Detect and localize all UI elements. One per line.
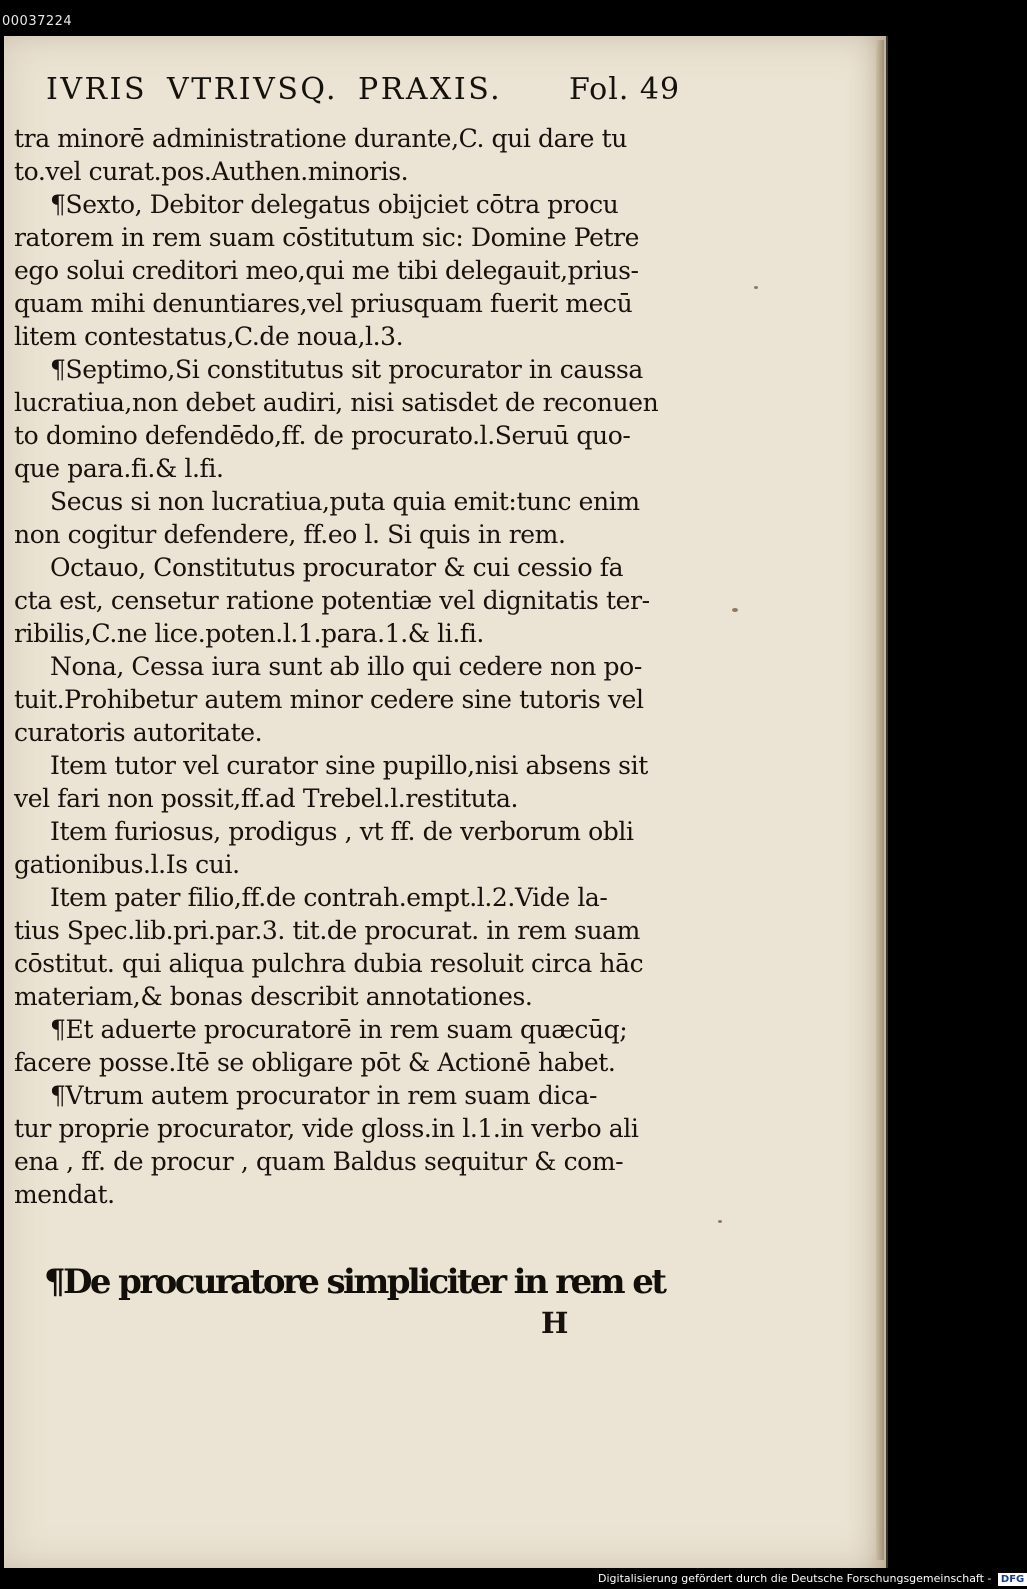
paper-speck [732, 608, 738, 612]
text-line: ¶Septimo,Si constitutus sit procurator in caussa [50, 355, 643, 384]
body-text [14, 122, 684, 1211]
text-line: materiam,& bonas describit annotationes. [14, 982, 533, 1011]
text-line: tuit.Prohibetur autem minor cedere sine tutoris vel [14, 685, 644, 714]
text-line: ena , ff. de procur , quam Baldus sequitur & com- [14, 1147, 624, 1176]
text-line: vel fari non possit,ff.ad Trebel.l.restituta. [14, 784, 518, 813]
text-line: Item furiosus, prodigus , vt ff. de verborum obli [50, 817, 634, 846]
text-line: curatoris autoritate. [14, 718, 263, 747]
folio-number: Fol. 49 [569, 72, 681, 107]
text-line: Nona, Cessa iura sunt ab illo qui cedere non po- [50, 652, 642, 681]
text-line: to.vel curat.pos.Authen.minoris. [14, 157, 409, 186]
text-line: mendat. [14, 1180, 115, 1209]
text-line: non cogitur defendere, ff.eo l. Si quis in rem. [14, 520, 566, 549]
text-line: lucratiua,non debet audiri, nisi satisdet de reconuen [14, 388, 659, 417]
text-line: tra minorē administratione durante,C. qui dare tu [14, 124, 627, 153]
text-line: litem contestatus,C.de noua,l.3. [14, 322, 404, 351]
text-line: gationibus.l.Is cui. [14, 850, 240, 879]
footer-credit [598, 1572, 1027, 1586]
section-heading: ¶De procuratore simpliciter in rem et [44, 1262, 665, 1302]
text-line: cōstitut. qui aliqua pulchra dubia resoluit circa hāc [14, 949, 644, 978]
text-line: tur proprie procurator, vide gloss.in l.1.in verbo ali [14, 1114, 639, 1143]
text-line: ego solui creditori meo,qui me tibi delegauit,prius- [14, 256, 639, 285]
text-line: Secus si non lucratiua,puta quia emit:tunc enim [50, 487, 640, 516]
scan-id-label: 00037224 [2, 14, 73, 29]
text-line: Octauo, Constitutus procurator & cui cessio fa [50, 553, 624, 582]
footer-credit-text: Digitalisierung gefördert durch die Deutsche Forschungsgemeinschaft - [598, 1572, 992, 1585]
text-line: Item pater filio,ff.de contrah.empt.l.2.Vide la- [50, 883, 608, 912]
text-line: Item tutor vel curator sine pupillo,nisi absens sit [50, 751, 648, 780]
signature-mark: H [541, 1306, 569, 1340]
running-header [46, 72, 696, 124]
text-line: ¶Sexto, Debitor delegatus obijciet cōtra procu [50, 190, 619, 219]
text-line: facere posse.Itē se obligare pōt & Actionē habet. [14, 1048, 616, 1077]
text-line: quam mihi denuntiares,vel priusquam fuerit mecū [14, 289, 633, 318]
text-line: que para.fi.& l.fi. [14, 454, 224, 483]
text-line: ¶Et aduerte procuratorē in rem suam quæcūq; [50, 1015, 628, 1044]
dfg-logo: DFG [998, 1573, 1027, 1586]
text-line: ratorem in rem suam cōstitutum sic: Domine Petre [14, 223, 640, 252]
paper-speck [718, 1220, 722, 1223]
text-line: cta est, censetur ratione potentiæ vel dignitatis ter- [14, 586, 650, 615]
text-line: ribilis,C.ne lice.poten.l.1.para.1.& li.fi. [14, 619, 484, 648]
text-line: tius Spec.lib.pri.par.3. tit.de procurat. in rem suam [14, 916, 640, 945]
text-line: to domino defendēdo,ff. de procurato.l.Seruū quo- [14, 421, 631, 450]
text-line: ¶Vtrum autem procurator in rem suam dica- [50, 1081, 598, 1110]
page-edge [876, 40, 884, 1560]
running-title: IVRIS VTRIVSQ. PRAXIS. [46, 72, 503, 107]
paper-speck [754, 286, 758, 289]
